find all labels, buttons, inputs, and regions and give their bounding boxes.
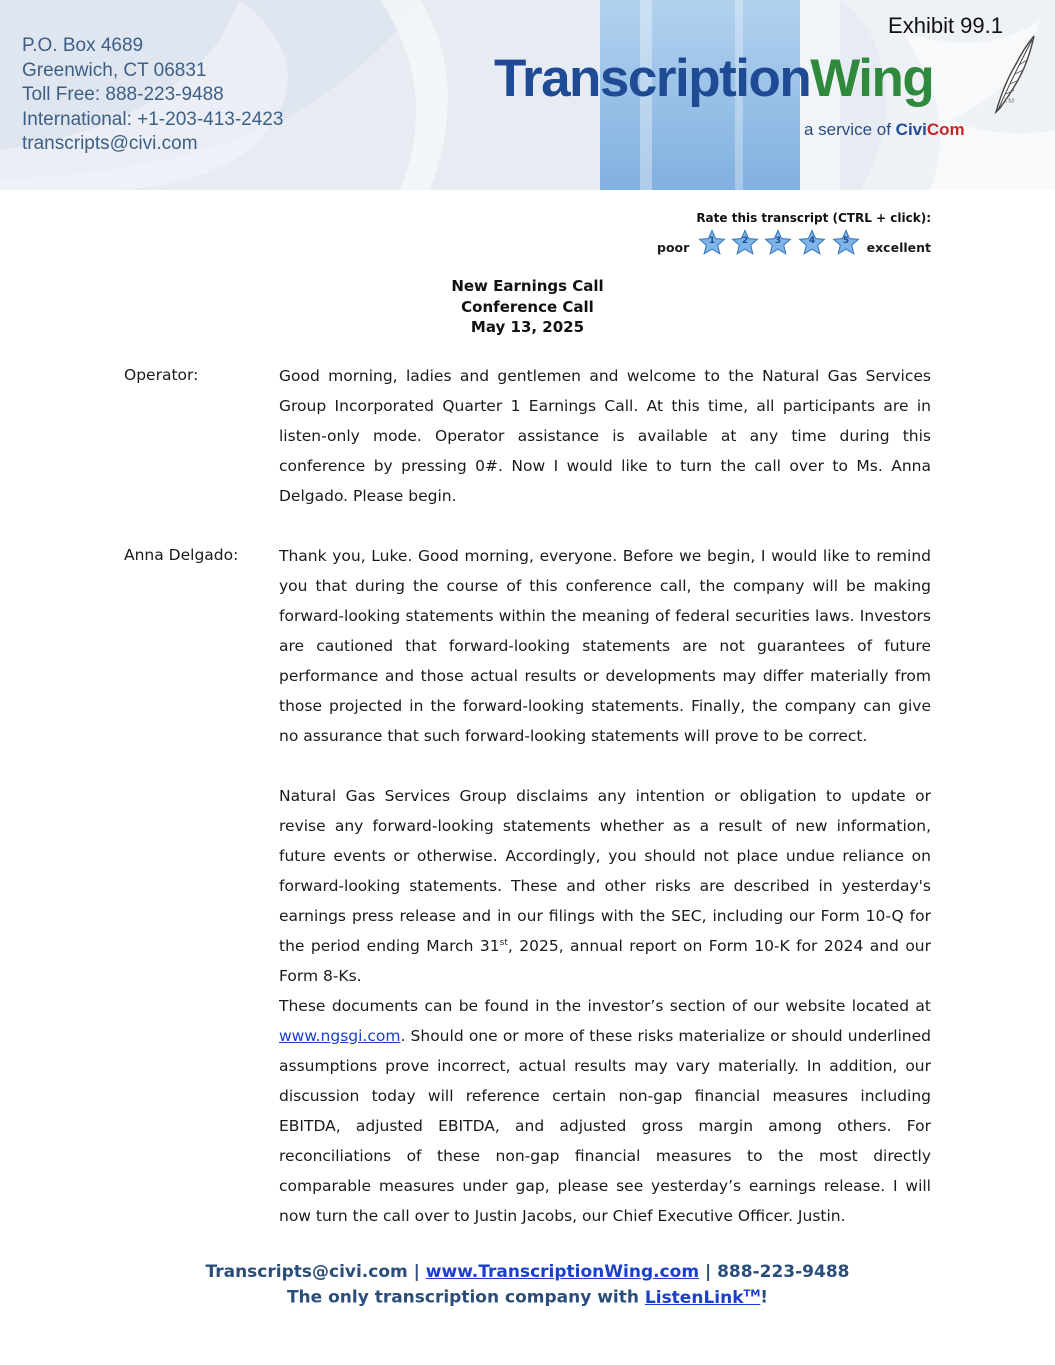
page-footer — [0, 1262, 1055, 1309]
rating-star-number: 4 — [808, 236, 816, 246]
listenlink-link[interactable] — [645, 1288, 760, 1308]
logo-wing: Wing — [810, 49, 934, 108]
footer-email[interactable]: Transcripts@civi.com — [205, 1262, 408, 1282]
document-title — [0, 276, 1055, 338]
footer-separator: | — [407, 1262, 426, 1282]
rating-star-5[interactable] — [832, 229, 860, 257]
footer-website-link[interactable]: www.TranscriptionWing.com — [425, 1262, 700, 1282]
rating-star-3[interactable] — [764, 229, 792, 257]
speaker-operator: Operator: — [124, 366, 199, 384]
anna-p2-superscript: st — [499, 937, 508, 948]
anna-p2-text: Natural Gas Services Group disclaims any intention or obligation to update or revise any forward-looking statements whether as a result of new information, future events or otherwise. Accordingly, you should not place undue reliance on forward-looking statements. These and other risks are described in yesterday's earnings press release and in our filings with the SEC, including our Form 10-Q for the period ending March 31 — [279, 787, 931, 955]
footer-contact-line — [0, 1262, 1055, 1283]
contact-international: International: +1-203-413-2423 — [22, 108, 284, 130]
rating-low-label: poor — [657, 240, 690, 255]
footer-phone: 888-223-9488 — [717, 1262, 850, 1282]
contact-tollfree: Toll Free: 888-223-9488 — [22, 84, 224, 106]
title-type: Conference Call — [461, 297, 594, 316]
rating-label: Rate this transcript (CTRL + click): — [696, 211, 931, 225]
service-tagline — [804, 120, 965, 140]
anna-paragraph-2 — [279, 781, 931, 991]
operator-paragraph: Good morning, ladies and gentlemen and welcome to the Natural Gas Services Group Incorporated Quarter 1 Earnings Call. At this time, all participants are in listen-only mode. Operator assistance is available at any time during this conference by pressing 0#. Now I would like to turn the call over to Ms. Anna Delgado. Please begin. — [279, 367, 931, 505]
ngsgi-website-link[interactable]: www.ngsgi.com — [279, 1027, 401, 1045]
footer-tagline — [0, 1283, 1055, 1309]
rating-star-1[interactable] — [698, 229, 726, 257]
rating-star-number: 5 — [842, 236, 850, 246]
title-event: New Earnings Call — [451, 277, 604, 295]
rating-star-4[interactable] — [798, 229, 826, 257]
contact-block — [22, 34, 283, 157]
footer-tagline-text: The only transcription company with — [286, 1287, 645, 1308]
service-brand-com: Com — [926, 120, 965, 139]
service-brand-civi: Civi — [895, 120, 927, 139]
contact-address: P.O. Box 4689 — [22, 35, 144, 56]
rating-star-number: 3 — [774, 236, 782, 246]
exhibit-label: Exhibit 99.1 — [888, 13, 1003, 38]
service-prefix: a service of — [804, 120, 891, 139]
header-banner — [0, 0, 1055, 190]
logo-trademark: TM — [1004, 98, 1015, 105]
speaker-anna-delgado: Anna Delgado: — [124, 546, 239, 564]
title-date: May 13, 2025 — [470, 318, 585, 336]
rating-star-number: 1 — [708, 236, 716, 246]
footer-separator: | — [699, 1262, 718, 1282]
transcriptionwing-logo — [494, 44, 933, 114]
anna-paragraph-3 — [279, 991, 931, 1231]
listenlink-text: ListenLink — [644, 1287, 744, 1308]
rating-stars — [698, 229, 868, 257]
rating-high-label: excellent — [866, 240, 931, 255]
contact-email[interactable]: transcripts@civi.com — [22, 133, 198, 155]
anna-p2-text-end: , 2025, annual report on Form 10-K for 2024 and our Form 8-Ks. — [279, 937, 931, 985]
anna-p3-text: These documents can be found in the investor’s section of our website located at — [279, 997, 931, 1015]
anna-paragraph-1: Thank you, Luke. Good morning, everyone. Before we begin, I would like to remind you that during the course of this conference call, the company will be making forward-looking statements within the meaning of federal securities laws. Investors are cautioned that forward-looking statements are not guarantees of future performance and those actual results or developments may differ materially from those projected in the forward-looking statements. Finally, the company can give no assurance that such forward-looking statements will prove to be correct. — [279, 547, 931, 745]
anna-p3-text-end: . Should one or more of these risks materialize or should underlined assumptions prove incorrect, actual results may vary materially. In addition, our discussion today will reference certain non-gap financial measures including EBITDA, adjusted EBITDA, and adjusted gross margin among others. For reconciliations of these non-gap financial measures to the most directly comparable measures under gap, please see yesterday’s earnings release. I will now turn the call over to Justin Jacobs, our Chief Executive Officer. Justin. — [279, 1027, 931, 1225]
listenlink-trademark: TM — [743, 1288, 761, 1299]
footer-tagline-end: ! — [760, 1287, 769, 1308]
rating-star-number: 2 — [741, 236, 749, 246]
rating-star-2[interactable] — [731, 229, 759, 257]
contact-city: Greenwich, CT 06831 — [22, 59, 207, 81]
logo-transcription: Transcription — [494, 49, 811, 108]
rating-widget — [657, 229, 931, 259]
